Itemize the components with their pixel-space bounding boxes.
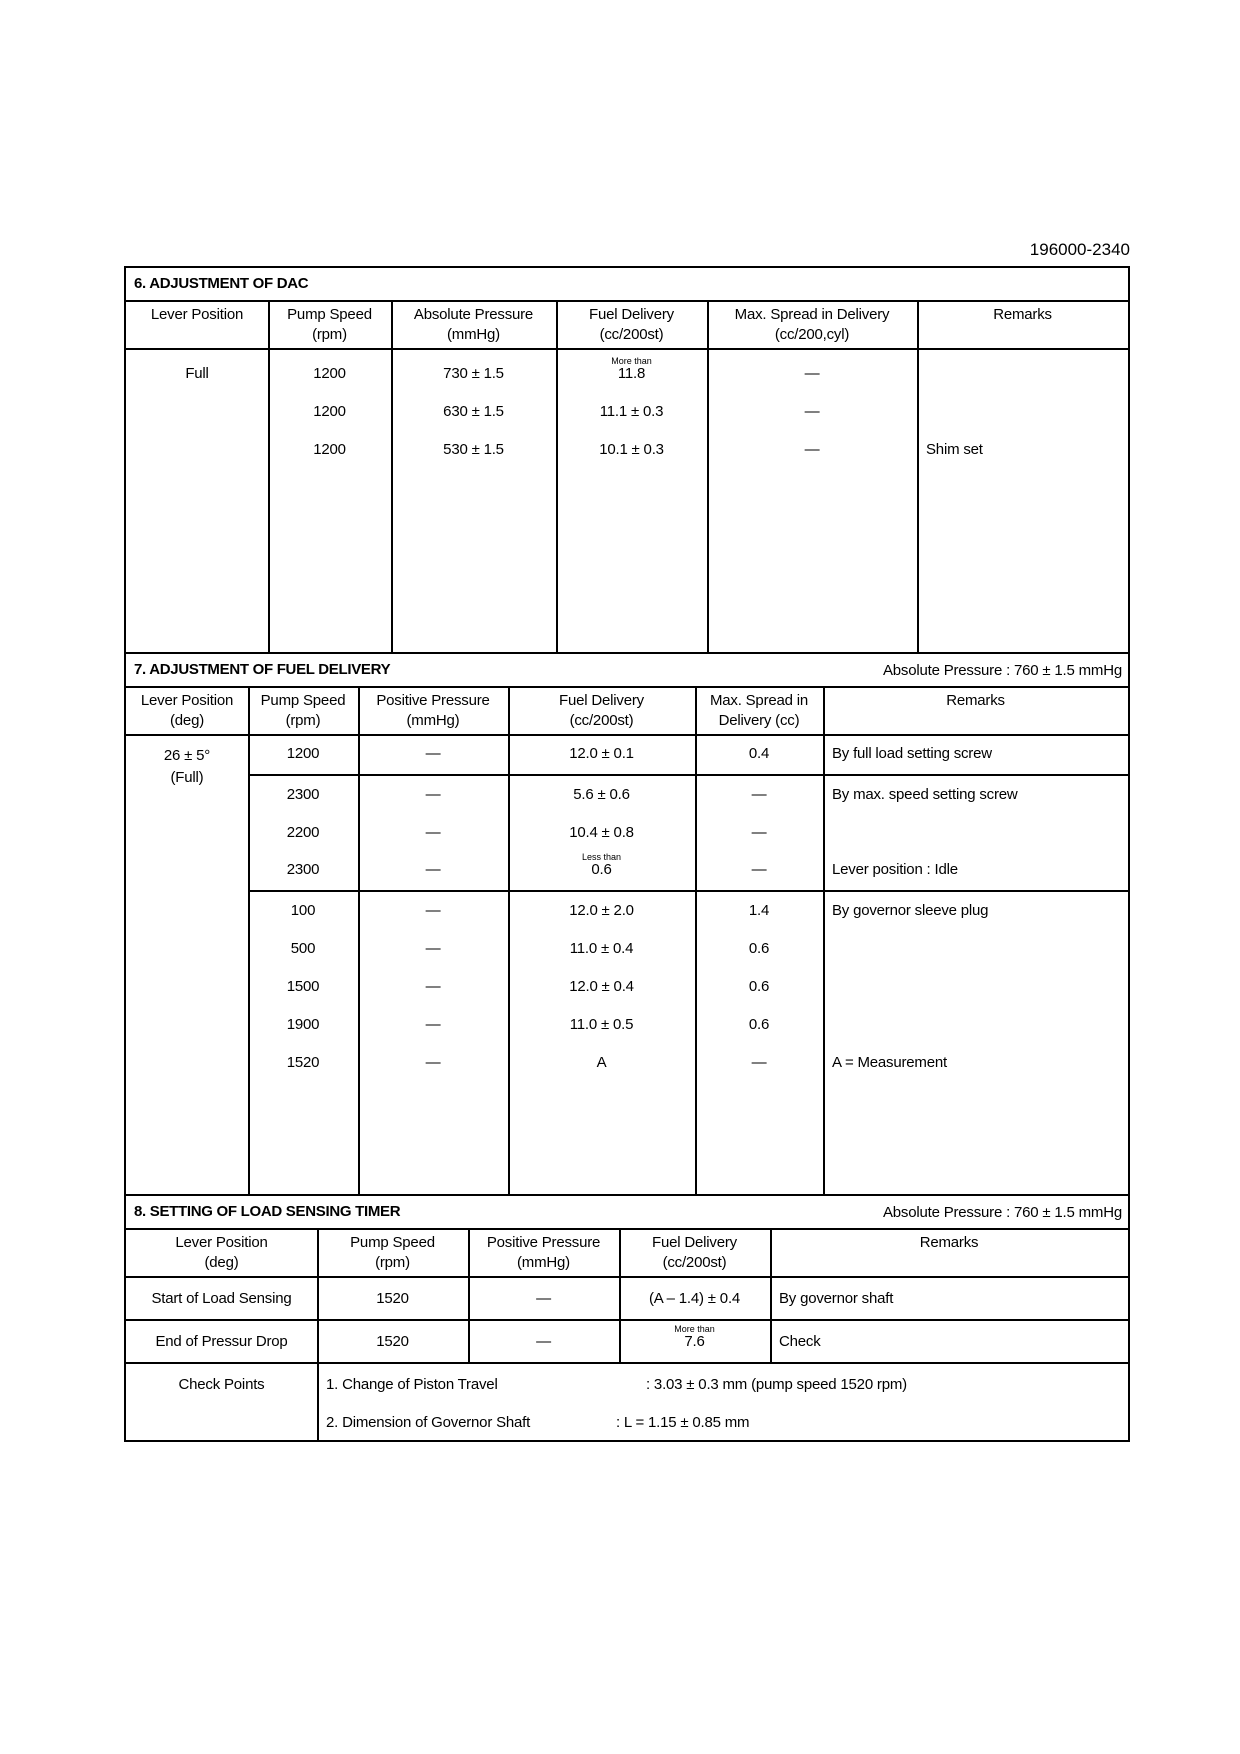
table-cell: —: [425, 902, 441, 919]
table-cell-remark: By governor shaft: [779, 1290, 894, 1307]
table-cell: —: [751, 861, 767, 878]
table-cell: 0.6: [748, 978, 770, 995]
table-cell: 0.6: [748, 940, 770, 957]
table-cell: 11.0 ± 0.4: [569, 940, 634, 957]
table-cell: 100: [290, 902, 316, 919]
table-cell: 2300: [286, 861, 320, 878]
table-cell: —: [751, 824, 767, 841]
section-8-row-divider: [126, 1362, 1128, 1364]
table-cell: 0.6: [591, 861, 612, 878]
table-cell: 5.6 ± 0.6: [573, 786, 630, 803]
s8-header-pump-speed: Pump Speed (rpm): [350, 1234, 435, 1271]
check-points-label: Check Points: [178, 1376, 265, 1393]
section-7-fuel-delivery-adjustment: [124, 652, 1130, 1196]
table-cell-remark: By max. speed setting screw: [832, 786, 1018, 803]
table-cell: 7.6: [684, 1333, 705, 1350]
s6-lever-position-value: Full: [185, 365, 209, 382]
s6-header-remarks: Remarks: [993, 306, 1052, 323]
table-cell: 1520: [376, 1333, 409, 1350]
section-8-title: 8. SETTING OF LOAD SENSING TIMER: [134, 1203, 401, 1220]
table-cell: 10.4 ± 0.8: [569, 824, 634, 841]
table-cell-remark: Check: [779, 1333, 821, 1350]
s6-header-absolute-pressure: Absolute Pressure (mmHg): [413, 306, 534, 343]
table-cell: 2200: [286, 824, 320, 841]
s6-header-lever-position: Lever Position: [150, 306, 244, 323]
s7-group-divider: [248, 774, 1128, 776]
table-cell-remark: By governor sleeve plug: [832, 902, 989, 919]
s8-header-fuel-delivery: Fuel Delivery (cc/200st): [652, 1234, 737, 1271]
section-8-header-divider: [126, 1276, 1128, 1278]
section-6-title: 6. ADJUSTMENT OF DAC: [134, 275, 309, 292]
section-7-absolute-pressure: Absolute Pressure : 760 ± 1.5 mmHg: [882, 662, 1122, 679]
table-cell: 530 ± 1.5: [443, 441, 504, 458]
s8-header-remarks: Remarks: [919, 1234, 979, 1251]
table-cell: 1500: [286, 978, 320, 995]
table-cell-remark: A = Measurement: [832, 1054, 947, 1071]
s7-group-divider: [248, 890, 1128, 892]
table-cell: 0.4: [748, 745, 770, 762]
table-cell: End of Pressur Drop: [155, 1333, 288, 1350]
table-cell: —: [425, 1054, 441, 1071]
section-7-header-divider: [126, 734, 1128, 736]
table-cell: 630 ± 1.5: [443, 403, 504, 420]
section-7-title-bar: [126, 654, 1128, 688]
s7-header-positive-pressure: Positive Pressure (mmHg): [376, 692, 490, 729]
table-cell: —: [425, 824, 441, 841]
table-cell: 0.6: [748, 1016, 770, 1033]
section-6-dac-adjustment: [124, 266, 1130, 654]
table-cell: —: [425, 786, 441, 803]
table-cell: 12.0 ± 0.4: [569, 978, 634, 995]
table-cell: —: [804, 403, 820, 420]
table-cell: 500: [290, 940, 316, 957]
table-cell: 1520: [376, 1290, 409, 1307]
table-cell: 1200: [313, 441, 346, 458]
s6-col-line: [391, 300, 393, 654]
check-point-1-label: 1. Change of Piston Travel: [326, 1376, 498, 1393]
s6-col-line: [268, 300, 270, 654]
s7-header-pump-speed: Pump Speed (rpm): [260, 692, 346, 729]
s6-col-line: [917, 300, 919, 654]
table-cell: 10.1 ± 0.3: [599, 441, 664, 458]
table-cell: —: [804, 441, 820, 458]
s7-header-lever-position: Lever Position (deg): [140, 692, 234, 729]
section-8-absolute-pressure: Absolute Pressure : 760 ± 1.5 mmHg: [882, 1204, 1122, 1221]
table-cell: —: [425, 1016, 441, 1033]
section-6-title-bar: [126, 268, 1128, 302]
table-cell: —: [425, 745, 441, 762]
check-point-2-value: : L = 1.15 ± 0.85 mm: [616, 1414, 750, 1431]
s6-col-line: [707, 300, 709, 654]
table-cell: 11.1 ± 0.3: [599, 403, 664, 420]
s6-header-pump-speed: Pump Speed (rpm): [287, 306, 372, 343]
table-cell: —: [425, 940, 441, 957]
check-point-1-value: : 3.03 ± 0.3 mm (pump speed 1520 rpm): [646, 1376, 907, 1393]
table-cell: —: [536, 1333, 551, 1350]
check-point-2-label: 2. Dimension of Governor Shaft: [326, 1414, 531, 1431]
s7-col-line: [823, 686, 825, 1196]
s7-header-max-spread: Max. Spread in Delivery (cc): [709, 692, 809, 729]
s6-col-line: [556, 300, 558, 654]
section-8-title-bar: [126, 1196, 1128, 1230]
s7-header-remarks: Remarks: [946, 692, 1005, 709]
table-cell: (A – 1.4) ± 0.4: [648, 1290, 741, 1307]
table-cell: 1200: [286, 745, 320, 762]
table-cell: —: [536, 1290, 551, 1307]
s7-lever-position-value: 26 ± 5° (Full): [163, 747, 211, 786]
table-cell: 1200: [313, 403, 346, 420]
section-8-load-sensing-timer: [124, 1194, 1130, 1442]
table-cell-remark: Lever position : Idle: [832, 861, 958, 878]
table-cell: 12.0 ± 0.1: [569, 745, 634, 762]
table-cell: —: [751, 1054, 767, 1071]
fuel-note: More than: [611, 356, 652, 366]
table-cell: 1200: [313, 365, 346, 382]
table-cell: —: [425, 978, 441, 995]
table-cell: Start of Load Sensing: [151, 1290, 292, 1307]
table-cell: 730 ± 1.5: [443, 365, 504, 382]
fuel-note: Less than: [581, 852, 622, 862]
s8-header-lever-position: Lever Position (deg): [175, 1234, 268, 1271]
table-cell: 12.0 ± 2.0: [569, 902, 634, 919]
table-cell: —: [804, 365, 820, 382]
table-cell: —: [751, 786, 767, 803]
table-cell: 1.4: [748, 902, 770, 919]
table-cell: —: [425, 861, 441, 878]
fuel-note: More than: [674, 1324, 715, 1334]
document-number: 196000-2340: [1029, 240, 1130, 259]
s6-header-fuel-delivery: Fuel Delivery (cc/200st): [589, 306, 674, 343]
section-6-header-divider: [126, 348, 1128, 350]
s6-header-max-spread: Max. Spread in Delivery (cc/200,cyl): [734, 306, 890, 343]
table-cell: 1520: [286, 1054, 320, 1071]
section-7-title: 7. ADJUSTMENT OF FUEL DELIVERY: [134, 661, 391, 678]
table-cell: 11.8: [617, 365, 646, 382]
table-cell-remark: By full load setting screw: [832, 745, 992, 762]
table-cell: 11.0 ± 0.5: [569, 1016, 634, 1033]
section-8-row-divider: [126, 1319, 1128, 1321]
table-cell: 1900: [286, 1016, 320, 1033]
table-cell: A: [596, 1054, 607, 1071]
table-cell: 2300: [286, 786, 320, 803]
s8-header-positive-pressure: Positive Pressure (mmHg): [486, 1234, 601, 1271]
s7-header-fuel-delivery: Fuel Delivery (cc/200st): [559, 692, 644, 729]
table-cell-remark: Shim set: [926, 441, 983, 458]
